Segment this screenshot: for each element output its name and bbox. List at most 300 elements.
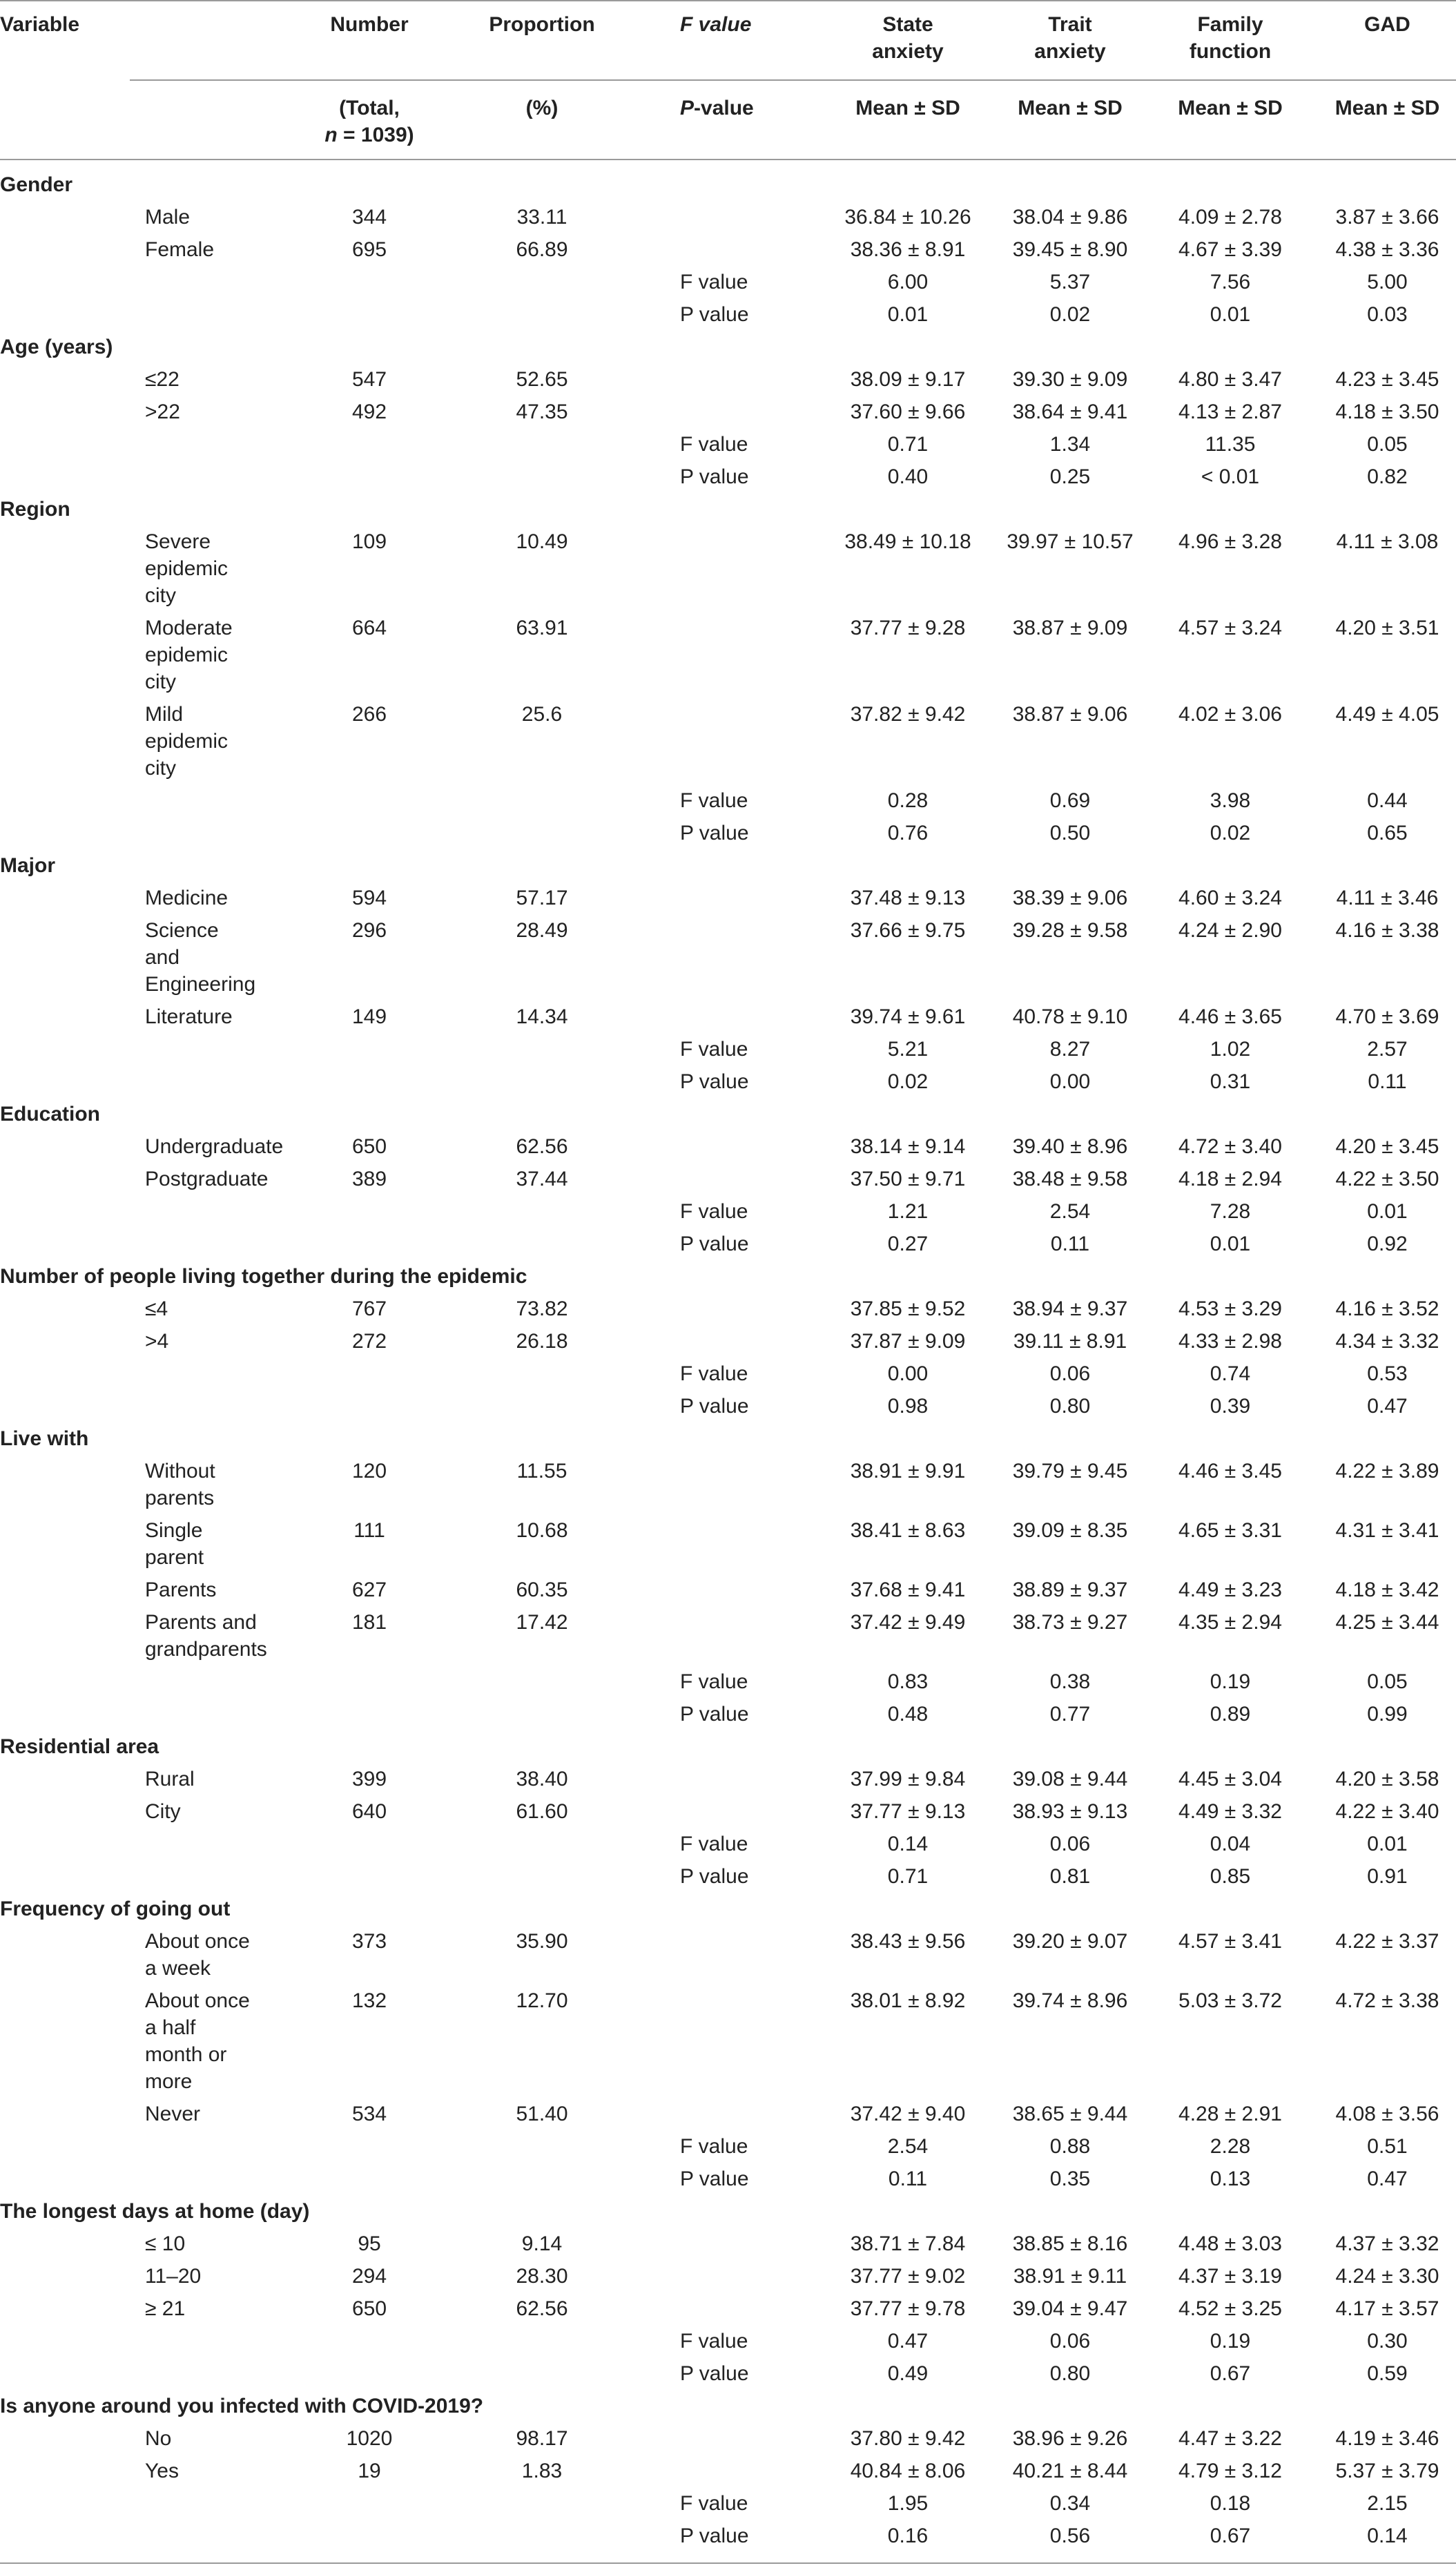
cell-gad: 4.18 ± 3.42	[1335, 1579, 1439, 1601]
cell-gad: 4.22 ± 3.89	[1335, 1460, 1439, 1483]
f-ff: 7.28	[1210, 1200, 1251, 1223]
row-label-line: parent	[145, 1546, 204, 1569]
cell-n: 111	[353, 1519, 385, 1542]
cell-gad: 4.34 ± 3.32	[1335, 1330, 1439, 1353]
p-ff: 0.89	[1210, 1703, 1251, 1726]
header-mean-sd-trait: Mean ± SD	[1018, 97, 1123, 119]
cell-n: 695	[351, 238, 387, 261]
cell-sa: 36.84 ± 10.26	[844, 206, 971, 229]
cell-ff: 4.52 ± 3.25	[1178, 2297, 1282, 2320]
row-label	[145, 1166, 268, 1193]
cell-gad: 4.49 ± 4.05	[1335, 703, 1439, 726]
f-ta: 1.34	[1049, 433, 1091, 456]
p-value-label: P value	[680, 465, 749, 488]
cell-ta: 40.21 ± 8.44	[1012, 2460, 1128, 2482]
p-ff: 0.85	[1210, 1865, 1251, 1888]
cell-sa: 37.77 ± 9.78	[850, 2297, 966, 2320]
cell-n: 120	[351, 1460, 387, 1483]
cell-sa: 39.74 ± 9.61	[850, 1005, 966, 1028]
f-gad: 0.51	[1367, 2135, 1408, 2158]
cell-ff: 4.67 ± 3.39	[1178, 238, 1282, 261]
cell-ta: 39.09 ± 8.35	[1012, 1519, 1128, 1542]
p-ta: 0.02	[1049, 303, 1091, 326]
row-label	[145, 1928, 250, 1982]
cell-ff: 4.37 ± 3.19	[1178, 2265, 1282, 2288]
top-rule	[0, 0, 1456, 1]
header-variable: Variable	[0, 13, 80, 36]
cell-n: 767	[351, 1297, 387, 1320]
cell-sa: 38.43 ± 9.56	[850, 1930, 966, 1953]
row-label-line: Rural	[145, 1768, 195, 1790]
p-gad: 0.65	[1367, 822, 1408, 844]
cell-ta: 39.45 ± 8.90	[1012, 238, 1128, 261]
cell-n: 664	[351, 617, 387, 639]
cell-sa: 38.41 ± 8.63	[850, 1519, 966, 1542]
group-title: Is anyone around you infected with COVID-2019?	[0, 2395, 484, 2417]
cell-ta: 38.85 ± 8.16	[1012, 2232, 1128, 2255]
row-label	[145, 1517, 204, 1571]
p-gad: 0.47	[1367, 1395, 1408, 1418]
f-gad: 0.53	[1367, 1362, 1408, 1385]
cell-p: 57.17	[516, 887, 568, 909]
cell-n: 650	[351, 2297, 387, 2320]
f-value-label: F value	[680, 1670, 748, 1693]
cell-ta: 38.64 ± 9.41	[1012, 400, 1128, 423]
cell-sa: 37.99 ± 9.84	[850, 1768, 966, 1790]
cell-n: 266	[351, 703, 387, 726]
p-ff: 0.67	[1210, 2362, 1251, 2385]
row-label	[145, 2458, 179, 2484]
cell-p: 60.35	[516, 1579, 568, 1601]
cell-n: 344	[351, 206, 387, 229]
cell-ta: 38.73 ± 9.27	[1012, 1611, 1128, 1634]
row-label	[145, 398, 180, 425]
f-sa: 0.14	[887, 1833, 929, 1855]
cell-ta: 38.65 ± 9.44	[1012, 2103, 1128, 2125]
cell-ff: 4.96 ± 3.28	[1178, 530, 1282, 553]
cell-sa: 37.42 ± 9.49	[850, 1611, 966, 1634]
group-title: Age (years)	[0, 336, 113, 358]
row-label	[145, 1003, 233, 1030]
p-gad: 0.03	[1367, 303, 1408, 326]
row-label-line: Medicine	[145, 887, 229, 909]
p-sa: 0.98	[887, 1395, 929, 1418]
cell-sa: 38.71 ± 7.84	[850, 2232, 966, 2255]
cell-n: 389	[351, 1168, 387, 1190]
cell-sa: 37.77 ± 9.13	[850, 1800, 966, 1823]
row-label-line: No	[145, 2427, 172, 2450]
cell-ta: 38.89 ± 9.37	[1012, 1579, 1128, 1601]
cell-p: 11.55	[516, 1460, 567, 1483]
group-title: Number of people living together during the epidemic	[0, 1265, 527, 1288]
cell-sa: 37.80 ± 9.42	[850, 2427, 966, 2450]
row-label-line: Severe	[145, 530, 211, 553]
cell-sa: 38.49 ± 10.18	[844, 530, 971, 553]
cell-p: 51.40	[516, 2103, 568, 2125]
f-ff: 0.18	[1210, 2492, 1251, 2515]
row-label-line: ≥ 21	[145, 2297, 186, 2320]
cell-p: 28.30	[516, 2265, 568, 2288]
cell-gad: 4.31 ± 3.41	[1335, 1519, 1439, 1542]
cell-gad: 4.20 ± 3.45	[1335, 1135, 1439, 1158]
row-label-line: Parents	[145, 1579, 217, 1601]
header-number: Number	[330, 13, 409, 36]
p-ta: 0.80	[1049, 2362, 1091, 2385]
f-ta: 0.34	[1049, 2492, 1091, 2515]
p-ta: 0.81	[1049, 1865, 1091, 1888]
cell-n: 399	[351, 1768, 387, 1790]
row-label	[145, 1766, 195, 1793]
header-total	[300, 95, 438, 148]
p-sa: 0.76	[887, 822, 929, 844]
cell-p: 25.6	[521, 703, 563, 726]
f-value-label: F value	[680, 1200, 748, 1223]
row-label-line: ≤ 10	[145, 2232, 186, 2255]
cell-ta: 39.30 ± 9.09	[1012, 368, 1128, 391]
cell-gad: 4.16 ± 3.38	[1335, 919, 1439, 942]
cell-ta: 38.39 ± 9.06	[1012, 887, 1128, 909]
cell-ff: 4.49 ± 3.32	[1178, 1800, 1282, 1823]
cell-ff: 4.45 ± 3.04	[1178, 1768, 1282, 1790]
row-label-line: Mild	[145, 703, 184, 726]
row-label-line: >22	[145, 400, 180, 423]
cell-n: 547	[351, 368, 387, 391]
group-title: Live with	[0, 1427, 89, 1450]
p-ff: 0.01	[1210, 303, 1251, 326]
row-label-line: a half	[145, 2016, 196, 2039]
cell-p: 38.40	[516, 1768, 568, 1790]
p-ta: 0.11	[1050, 1233, 1090, 1255]
row-label-line: About once	[145, 1930, 250, 1953]
row-label	[145, 1458, 215, 1512]
cell-sa: 37.82 ± 9.42	[850, 703, 966, 726]
header-trait-anxiety	[994, 11, 1146, 65]
cell-ta: 39.11 ± 8.91	[1013, 1330, 1127, 1353]
header-mean-sd-family: Mean ± SD	[1178, 97, 1283, 119]
cell-ff: 4.48 ± 3.03	[1178, 2232, 1282, 2255]
cell-ta: 38.04 ± 9.86	[1012, 206, 1128, 229]
cell-ta: 38.94 ± 9.37	[1012, 1297, 1128, 1320]
cell-n: 149	[351, 1005, 387, 1028]
f-ff: 3.98	[1210, 789, 1251, 812]
cell-p: 9.14	[521, 2232, 563, 2255]
cell-ff: 4.65 ± 3.31	[1178, 1519, 1282, 1542]
cell-gad: 4.19 ± 3.46	[1335, 2427, 1439, 2450]
cell-ta: 38.48 ± 9.58	[1012, 1168, 1128, 1190]
f-ta: 0.69	[1049, 789, 1091, 812]
cell-n: 640	[351, 1800, 387, 1823]
f-value-label: F value	[680, 789, 748, 812]
f-sa: 0.00	[887, 1362, 929, 1385]
header-percent: (%)	[525, 97, 559, 119]
cell-p: 10.68	[516, 1519, 568, 1542]
cell-ta: 39.28 ± 9.58	[1012, 919, 1128, 942]
header-p-value	[680, 95, 754, 122]
p-ta: 0.00	[1049, 1070, 1091, 1093]
cell-n: 181	[351, 1611, 387, 1634]
header-bottom-rule	[0, 159, 1456, 160]
f-ff: 7.56	[1210, 271, 1251, 293]
cell-p: 12.70	[516, 1989, 568, 2012]
f-ff: 1.02	[1210, 1038, 1251, 1061]
f-sa: 2.54	[887, 2135, 929, 2158]
row-label	[145, 615, 233, 695]
p-ff: 0.39	[1210, 1395, 1251, 1418]
header-total-line1: (Total,	[339, 97, 400, 119]
group-title: The longest days at home (day)	[0, 2200, 310, 2223]
cell-ff: 4.13 ± 2.87	[1178, 400, 1282, 423]
row-label	[145, 1576, 216, 1603]
cell-p: 14.34	[516, 1005, 568, 1028]
cell-ff: 5.03 ± 3.72	[1178, 1989, 1282, 2012]
f-ta: 8.27	[1049, 1038, 1091, 1061]
cell-sa: 38.01 ± 8.92	[850, 1989, 966, 2012]
cell-ff: 4.24 ± 2.90	[1178, 919, 1282, 942]
cell-sa: 37.68 ± 9.41	[850, 1579, 966, 1601]
cell-n: 95	[358, 2232, 381, 2255]
f-sa: 0.47	[887, 2330, 929, 2353]
f-sa: 1.21	[887, 1200, 929, 1223]
cell-n: 492	[351, 400, 387, 423]
row-label-line: >4	[145, 1330, 169, 1353]
cell-ta: 38.93 ± 9.13	[1012, 1800, 1128, 1823]
f-value-label: F value	[680, 1038, 748, 1061]
cell-ff: 4.80 ± 3.47	[1178, 368, 1282, 391]
row-label-line: city	[145, 584, 176, 607]
cell-ff: 4.49 ± 3.23	[1178, 1579, 1282, 1601]
row-label-line: Male	[145, 206, 191, 229]
f-value-label: F value	[680, 2330, 748, 2353]
row-label	[145, 2425, 171, 2452]
cell-ff: 4.47 ± 3.22	[1178, 2427, 1282, 2450]
cell-n: 272	[351, 1330, 387, 1353]
cell-p: 63.91	[516, 617, 568, 639]
cell-n: 627	[351, 1579, 387, 1601]
p-ta: 0.77	[1049, 1703, 1091, 1726]
cell-ff: 4.79 ± 3.12	[1178, 2460, 1282, 2482]
cell-ff: 4.46 ± 3.65	[1178, 1005, 1282, 1028]
row-label-line: Literature	[145, 1005, 233, 1028]
row-label-line: ≤22	[145, 368, 179, 391]
row-label-line: Never	[145, 2103, 201, 2125]
cell-sa: 37.60 ± 9.66	[850, 400, 966, 423]
row-label-line: Female	[145, 238, 215, 261]
cell-sa: 37.50 ± 9.71	[850, 1168, 966, 1190]
cell-p: 17.42	[516, 1611, 568, 1634]
f-value-label: F value	[680, 1833, 748, 1855]
row-label-line: month or	[145, 2043, 227, 2066]
cell-p: 28.49	[516, 919, 568, 942]
row-label-line: Without	[145, 1460, 215, 1483]
cell-gad: 4.38 ± 3.36	[1335, 238, 1439, 261]
cell-gad: 4.22 ± 3.40	[1335, 1800, 1439, 1823]
p-sa: 0.48	[887, 1703, 929, 1726]
cell-gad: 4.70 ± 3.69	[1335, 1005, 1439, 1028]
f-gad: 2.15	[1367, 2492, 1408, 2515]
cell-gad: 4.20 ± 3.58	[1335, 1768, 1439, 1790]
f-ta: 5.37	[1049, 271, 1091, 293]
row-label	[145, 236, 214, 263]
p-value-label: P value	[680, 2168, 749, 2190]
row-label	[145, 528, 228, 609]
f-sa: 0.28	[887, 789, 929, 812]
p-ff: 0.13	[1210, 2168, 1251, 2190]
header-mean-sd-state: Mean ± SD	[855, 97, 960, 119]
row-label	[145, 2263, 201, 2290]
header-trait-line2: anxiety	[1034, 40, 1106, 63]
cell-p: 98.17	[516, 2427, 568, 2450]
cell-ff: 4.53 ± 3.29	[1178, 1297, 1282, 1320]
row-label-line: epidemic	[145, 644, 229, 666]
cell-gad: 4.22 ± 3.50	[1335, 1168, 1439, 1190]
cell-ta: 40.78 ± 9.10	[1012, 1005, 1128, 1028]
row-label-line: ≤4	[145, 1297, 168, 1320]
row-label-line: city	[145, 670, 176, 693]
header-state-line2: anxiety	[872, 40, 944, 63]
cell-sa: 37.42 ± 9.40	[850, 2103, 966, 2125]
cell-p: 10.49	[516, 530, 568, 553]
cell-sa: 38.09 ± 9.17	[850, 368, 966, 391]
header-family-line1: Family	[1197, 13, 1263, 36]
f-gad: 0.05	[1367, 1670, 1408, 1693]
header-f-value: F value	[680, 13, 752, 36]
row-label-line: Engineering	[145, 973, 256, 996]
f-gad: 0.44	[1367, 789, 1408, 812]
header-family-line2: function	[1189, 40, 1272, 63]
row-label	[145, 1987, 250, 2095]
p-gad: 0.59	[1367, 2362, 1408, 2385]
p-sa: 0.27	[887, 1233, 929, 1255]
p-sa: 0.01	[887, 303, 929, 326]
f-sa: 5.21	[887, 1038, 929, 1061]
p-sa: 0.16	[887, 2524, 929, 2547]
p-sa: 0.40	[887, 465, 929, 488]
row-label-line: a week	[145, 1957, 211, 1980]
cell-sa: 38.91 ± 9.91	[850, 1460, 966, 1483]
cell-ff: 4.60 ± 3.24	[1178, 887, 1282, 909]
cell-ta: 38.96 ± 9.26	[1012, 2427, 1128, 2450]
cell-sa: 37.85 ± 9.52	[850, 1297, 966, 1320]
row-label	[145, 1609, 267, 1663]
cell-n: 294	[351, 2265, 387, 2288]
p-ff: 0.31	[1210, 1070, 1251, 1093]
p-sa: 0.11	[888, 2168, 928, 2190]
cell-gad: 4.16 ± 3.52	[1335, 1297, 1439, 1320]
group-title: Region	[0, 498, 70, 521]
header-family-function	[1154, 11, 1306, 65]
f-ta: 0.88	[1049, 2135, 1091, 2158]
cell-sa: 37.66 ± 9.75	[850, 919, 966, 942]
row-label	[145, 1295, 168, 1322]
cell-ff: 4.57 ± 3.41	[1178, 1930, 1282, 1953]
group-title: Education	[0, 1103, 101, 1126]
cell-sa: 37.48 ± 9.13	[850, 887, 966, 909]
f-sa: 0.83	[887, 1670, 929, 1693]
header-state-line1: State	[882, 13, 933, 36]
cell-ff: 4.33 ± 2.98	[1178, 1330, 1282, 1353]
cell-n: 373	[351, 1930, 387, 1953]
cell-sa: 40.84 ± 8.06	[850, 2460, 966, 2482]
cell-ta: 39.04 ± 9.47	[1012, 2297, 1128, 2320]
cell-ff: 4.18 ± 2.94	[1178, 1168, 1282, 1190]
header-total-count: = 1039)	[337, 124, 414, 146]
f-ta: 2.54	[1049, 1200, 1091, 1223]
p-ta: 0.25	[1049, 465, 1091, 488]
header-mean-sd-gad: Mean ± SD	[1334, 97, 1440, 119]
row-label	[145, 917, 255, 998]
header-proportion: Proportion	[489, 13, 595, 36]
cell-p: 33.11	[516, 206, 567, 229]
row-label-line: Postgraduate	[145, 1168, 269, 1190]
cell-sa: 38.36 ± 8.91	[850, 238, 966, 261]
cell-p: 62.56	[516, 1135, 568, 1158]
f-sa: 6.00	[887, 271, 929, 293]
cell-n: 296	[351, 919, 387, 942]
cell-ff: 4.35 ± 2.94	[1178, 1611, 1282, 1634]
row-label	[145, 204, 190, 231]
f-ta: 0.06	[1049, 1362, 1091, 1385]
p-gad: 0.92	[1367, 1233, 1408, 1255]
cell-p: 61.60	[516, 1800, 568, 1823]
f-value-label: F value	[680, 2492, 748, 2515]
p-value-label: P value	[680, 303, 749, 326]
cell-ta: 38.91 ± 9.11	[1013, 2265, 1127, 2288]
cell-n: 109	[351, 530, 387, 553]
cell-p: 47.35	[516, 400, 568, 423]
cell-n: 534	[351, 2103, 387, 2125]
row-label	[145, 1328, 168, 1355]
cell-ta: 39.20 ± 9.07	[1012, 1930, 1128, 1953]
row-label	[145, 366, 179, 393]
cell-n: 594	[351, 887, 387, 909]
header-trait-line1: Trait	[1048, 13, 1092, 36]
group-title: Gender	[0, 173, 73, 196]
header-p-suffix: -value	[694, 97, 754, 119]
bottom-rule	[0, 2562, 1456, 2564]
row-label	[145, 1798, 181, 1825]
p-sa: 0.71	[887, 1865, 929, 1888]
row-label-line: Moderate	[145, 617, 233, 639]
cell-gad: 5.37 ± 3.79	[1335, 2460, 1439, 2482]
p-ta: 0.56	[1049, 2524, 1091, 2547]
cell-ta: 39.40 ± 8.96	[1012, 1135, 1128, 1158]
row-label-line: Parents and	[145, 1611, 257, 1634]
row-label	[145, 701, 228, 782]
cell-ff: 4.02 ± 3.06	[1178, 703, 1282, 726]
header-p-letter: P	[680, 97, 695, 119]
p-sa: 0.02	[887, 1070, 929, 1093]
cell-gad: 4.24 ± 3.30	[1335, 2265, 1439, 2288]
cell-gad: 4.18 ± 3.50	[1335, 400, 1439, 423]
group-title: Frequency of going out	[0, 1898, 231, 1920]
f-ff: 0.74	[1210, 1362, 1251, 1385]
cell-p: 37.44	[516, 1168, 568, 1190]
cell-ff: 4.28 ± 2.91	[1178, 2103, 1282, 2125]
cell-p: 35.90	[516, 1930, 568, 1953]
group-title: Major	[0, 854, 56, 877]
cell-ta: 39.79 ± 9.45	[1012, 1460, 1128, 1483]
f-gad: 0.05	[1367, 433, 1408, 456]
group-title: Residential area	[0, 1735, 159, 1758]
cell-p: 26.18	[516, 1330, 568, 1353]
p-value-label: P value	[680, 1395, 749, 1418]
cell-n: 1020	[346, 2427, 393, 2450]
cell-gad: 4.11 ± 3.46	[1336, 887, 1439, 909]
cell-gad: 4.11 ± 3.08	[1336, 530, 1439, 553]
row-label	[145, 2295, 185, 2322]
p-value-label: P value	[680, 1865, 749, 1888]
p-gad: 0.91	[1367, 1865, 1408, 1888]
